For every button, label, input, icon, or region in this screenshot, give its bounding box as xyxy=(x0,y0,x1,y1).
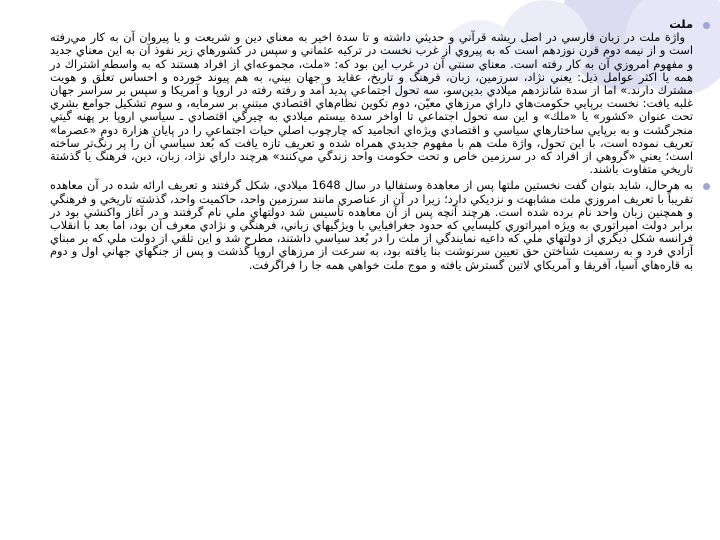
paragraph: به هرحال، شايد بتوان گفت نخستين ملتها پس از معاهدة وستفاليا در سال 1648 ميلادي، شكل گرفتند و تعريف ارائه شده در آن معاهده تقريباً با تعريف امروزي ملت مشابهت و نزديكي دارد؛ زيرا در آن از عناصري مانند سرزمين واحد، حاكميت واحد، گذشته تاريخي و فرهنگي و همچنين زبان واحد نام برده شده است. هرچند آنچه پس از آن معاهده تأسيس شد دولتهاي ملي نام گرفتند و در آغاز واكنشي بود در برابر دولت امپراتوري به ويژه امپراتوري كليسايي كه حدود جغرافيايي با ويژگيهاي زباني، فرهنگي و نژادي معرف آن بود، اما بعد با انقلاب فرانسه شكل ديگري از دولتهاي ملي كه داعيه نمايندگي از ملت را در بُعد سياسي داشتند، مطرح شد و اين تلقي از دولت ملي كه بر مبناي آزادي فرد و به رسميت شناختن حق تعيين سرنوشت بنا يافته بود، به سرعت از مرزهاي اروپا گذشت و پس از جنگهاي جهاني اول و دوم به قاره‌هاي آسيا، آفريقا و آمريكاي لاتين گسترش يافته و موج ملت خواهي همه جا را فراگرفت. xyxy=(50,178,693,272)
bullet-dot-icon xyxy=(703,183,710,190)
section-heading: ملت xyxy=(669,17,693,31)
bullet-item xyxy=(50,18,693,176)
paragraph-text: واژة ملت در زبان فارسي در اصل ريشه قرآني و حديثي داشته و تا سدة اخير به معناي دين و شريعت و يا پيروان آن به كار مي‌رفته است و از نيمه دوم قرن نوزدهم است كه به پيروي از غرب نخست در تركيه عثماني و سپس در كشورهاي زير نفوذ آن به اين معناي جديد و مفهوم امروزي آن به كار رفته است. معناي سنتي آن در غرب اين بود كه: «ملت، مجموعه‌اي از افراد هستند كه به واسطه اشتراك در همه يا اكثر عوامل ذيل: يعني نژاد، سرزمين، زبان، فرهنگ و تاريخ، عقايد و جهان بيني، به هم پيوند خورده و احساس تعلّق و هويت مشترك دارند.» اما از سدة شانزدهم ميلادي بدين‌سو، سه تحول اجتماعي پديد آمد و رفته رفته در اروپا و آمريكا و سپس بر سراسر جهان غلبه يافت: نخست برپايي حكومت‌هاي داراي مرزهاي معيّن، دوم تكوين نظام‌هاي اقتصادي مبتني بر سرمايه، و سوم تشكيل جوامع بشري تحت عنوان «كشور» يا «ملك» و اين سه تحول اجتماعي تا اواخر سدة بيستم ميلادي به چيرگي اقتصادي ـ سياسي اروپا بر پهنه گيتي منجرگشت و به برپايي ساختارهاي سياسي و اقتصادي ويژه‌اي انجاميد كه چارچوب اصلي حيات اجتماعي را در پايان هزارة دوم «عصرما» تعريف نموده است، با اين تحول، واژة ملت هم با مفهوم جديدي همراه شده و تعريف تازه يافت كه بُعد سياسي آن را پر رنگ‌تر ساخته است؛ يعني «گروهي از افراد كه در سرزمين خاص و تحت حكومت واحد زندگي مي‌كنند» هرچند داراي نژاد، زبان، دين، فرهنگ يا گذشتة تاريخي متفاوت باشند. xyxy=(50,30,693,177)
paragraph xyxy=(50,31,693,176)
slide-body xyxy=(50,18,693,272)
bullet-dot-icon xyxy=(703,22,710,29)
bullet-item xyxy=(50,179,693,271)
